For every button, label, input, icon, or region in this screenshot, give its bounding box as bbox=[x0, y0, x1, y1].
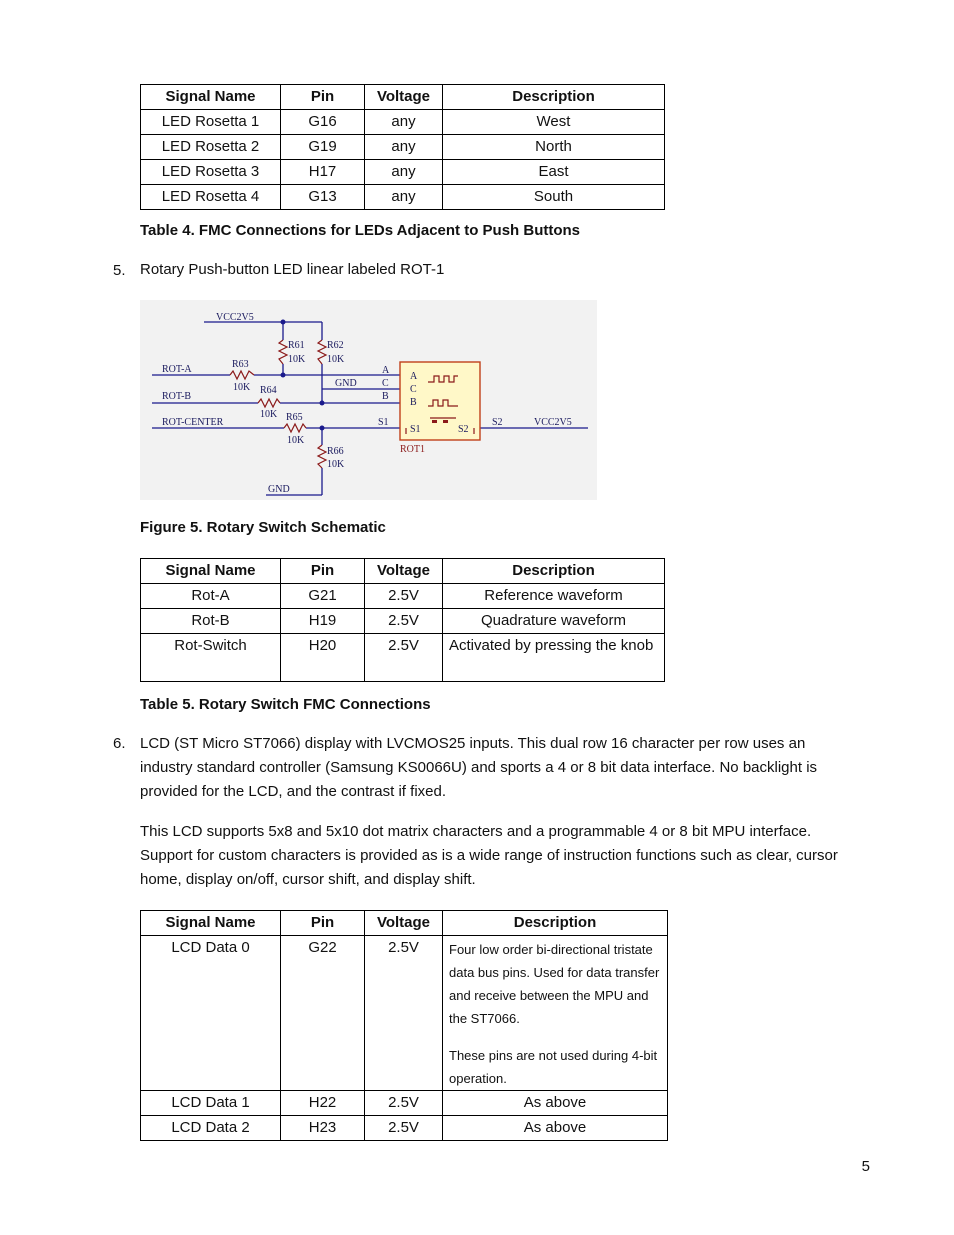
table-row bbox=[141, 609, 665, 634]
schem-label-r66: R66 bbox=[327, 446, 344, 457]
cell-pin: H20 bbox=[281, 634, 365, 682]
schem-label-r61-value: 10K bbox=[288, 354, 306, 365]
cell-pin: G22 bbox=[281, 936, 365, 1091]
table-row bbox=[141, 1116, 668, 1141]
cell-signal-name: LCD Data 0 bbox=[141, 936, 281, 1091]
schem-label-r65: R65 bbox=[286, 412, 303, 423]
cell-pin: H23 bbox=[281, 1116, 365, 1141]
list-number-6: 6. bbox=[113, 735, 126, 752]
cell-voltage: any bbox=[365, 135, 443, 160]
cell-description bbox=[443, 936, 668, 1091]
schem-label-s2: S2 bbox=[492, 417, 503, 428]
cell-description: West bbox=[443, 110, 665, 135]
cell-signal-name: Rot-A bbox=[141, 584, 281, 609]
schem-label-r61: R61 bbox=[288, 340, 305, 351]
cell-description: North bbox=[443, 135, 665, 160]
table-header-row bbox=[141, 911, 668, 936]
schem-label-vcc-top: VCC2V5 bbox=[216, 312, 254, 323]
schem-label-r64: R64 bbox=[260, 385, 277, 396]
cell-description: Activated by pressing the knob bbox=[443, 634, 665, 682]
schematic-drawing bbox=[140, 300, 597, 500]
schem-label-rot1: ROT1 bbox=[400, 444, 425, 455]
cell-signal-name: Rot-B bbox=[141, 609, 281, 634]
header-signal-name: Signal Name bbox=[141, 85, 281, 110]
header-voltage: Voltage bbox=[365, 559, 443, 584]
schem-label-chip-b: B bbox=[410, 397, 417, 408]
header-signal-name: Signal Name bbox=[141, 911, 281, 936]
cell-voltage: 2.5V bbox=[365, 609, 443, 634]
schem-label-r62-value: 10K bbox=[327, 354, 345, 365]
cell-pin: H22 bbox=[281, 1091, 365, 1116]
schem-label-chip-c: C bbox=[410, 384, 417, 395]
header-description: Description bbox=[443, 85, 665, 110]
cell-pin: G21 bbox=[281, 584, 365, 609]
header-voltage: Voltage bbox=[365, 85, 443, 110]
cell-pin: H17 bbox=[281, 160, 365, 185]
table-row bbox=[141, 135, 665, 160]
cell-pin: G16 bbox=[281, 110, 365, 135]
table-row bbox=[141, 110, 665, 135]
item-6-paragraph-2: This LCD supports 5x8 and 5x10 dot matrix characters and a programmable 4 or 8 bit MPU interface. Support for custom characters is provided as is a wide range of instruction functions such as clear, cursor home, display on/off, cursor shift, and display shift. bbox=[140, 823, 838, 888]
cell-voltage: 2.5V bbox=[365, 1116, 443, 1141]
cell-signal-name: LED Rosetta 1 bbox=[141, 110, 281, 135]
schem-label-pin-b: B bbox=[382, 391, 389, 402]
cell-pin: G19 bbox=[281, 135, 365, 160]
item-6-paragraph-1: LCD (ST Micro ST7066) display with LVCMOS25 inputs. This dual row 16 character per row uses an industry standard controller (Samsung KS0066U) and sports a 4 or 8 bit data interface. No backlight is provided for the LCD, and the contrast if fixed. bbox=[140, 735, 818, 800]
table-header-row bbox=[141, 85, 665, 110]
cell-voltage: any bbox=[365, 185, 443, 210]
cell-description: East bbox=[443, 160, 665, 185]
table-row bbox=[141, 1091, 668, 1116]
schem-label-r64-value: 10K bbox=[260, 409, 278, 420]
figure-5-caption: Figure 5. Rotary Switch Schematic bbox=[140, 519, 386, 536]
cell-description: As above bbox=[443, 1091, 668, 1116]
table-5-caption: Table 5. Rotary Switch FMC Connections bbox=[140, 696, 431, 713]
table-header-row bbox=[141, 559, 665, 584]
table-5 bbox=[140, 558, 665, 682]
list-number-5: 5. bbox=[113, 262, 126, 279]
header-signal-name: Signal Name bbox=[141, 559, 281, 584]
page-number: 5 bbox=[861, 1158, 870, 1175]
table-row bbox=[141, 160, 665, 185]
schem-label-chip-s2: S2 bbox=[458, 424, 469, 435]
schem-label-r63-value: 10K bbox=[233, 382, 251, 393]
header-voltage: Voltage bbox=[365, 911, 443, 936]
table-4 bbox=[140, 84, 665, 210]
table-4-caption: Table 4. FMC Connections for LEDs Adjacent to Push Buttons bbox=[140, 222, 581, 239]
header-description: Description bbox=[443, 559, 665, 584]
schem-label-gnd-mid: GND bbox=[335, 378, 357, 389]
schem-label-chip-s1: S1 bbox=[410, 424, 421, 435]
schem-label-pin-s1: S1 bbox=[378, 417, 389, 428]
cell-pin: G13 bbox=[281, 185, 365, 210]
schem-label-vcc-right: VCC2V5 bbox=[534, 417, 572, 428]
schem-label-pin-c: C bbox=[382, 378, 389, 389]
cell-voltage: any bbox=[365, 160, 443, 185]
rotary-switch-schematic bbox=[140, 300, 597, 500]
header-description: Description bbox=[443, 911, 668, 936]
header-pin: Pin bbox=[281, 85, 365, 110]
lcd-data-0-note: These pins are not used during 4-bit operation. bbox=[449, 1048, 658, 1086]
schem-label-r65-value: 10K bbox=[287, 435, 305, 446]
cell-description: Quadrature waveform bbox=[443, 609, 665, 634]
cell-signal-name: LED Rosetta 3 bbox=[141, 160, 281, 185]
header-pin: Pin bbox=[281, 559, 365, 584]
schem-label-r66-value: 10K bbox=[327, 459, 345, 470]
cell-signal-name: LCD Data 1 bbox=[141, 1091, 281, 1116]
schem-label-r62: R62 bbox=[327, 340, 344, 351]
lcd-data-0-description: Four low order bi-directional tristate data bus pins. Used for data transfer and receive between the MPU and the ST7066. bbox=[449, 942, 660, 1026]
table-row bbox=[141, 634, 665, 682]
table-row bbox=[141, 584, 665, 609]
schem-label-rot-a: ROT-A bbox=[162, 364, 192, 375]
cell-description: As above bbox=[443, 1116, 668, 1141]
schem-label-pin-a: A bbox=[382, 365, 390, 376]
header-pin: Pin bbox=[281, 911, 365, 936]
schem-label-r63: R63 bbox=[232, 359, 249, 370]
cell-voltage: any bbox=[365, 110, 443, 135]
cell-signal-name: LCD Data 2 bbox=[141, 1116, 281, 1141]
cell-voltage: 2.5V bbox=[365, 584, 443, 609]
cell-voltage: 2.5V bbox=[365, 936, 443, 1091]
table-row bbox=[141, 936, 668, 1091]
item-5-text: Rotary Push-button LED linear labeled ROT-1 bbox=[140, 261, 445, 278]
schem-label-gnd-bottom: GND bbox=[268, 484, 290, 495]
cell-voltage: 2.5V bbox=[365, 634, 443, 682]
table-row bbox=[141, 185, 665, 210]
schem-label-chip-a: A bbox=[410, 371, 418, 382]
schem-label-rot-center: ROT-CENTER bbox=[162, 417, 224, 428]
schem-label-rot-b: ROT-B bbox=[162, 391, 192, 402]
cell-description: Reference waveform bbox=[443, 584, 665, 609]
cell-signal-name: LED Rosetta 4 bbox=[141, 185, 281, 210]
cell-voltage: 2.5V bbox=[365, 1091, 443, 1116]
cell-pin: H19 bbox=[281, 609, 365, 634]
cell-description: South bbox=[443, 185, 665, 210]
cell-signal-name: LED Rosetta 2 bbox=[141, 135, 281, 160]
cell-signal-name: Rot-Switch bbox=[141, 634, 281, 682]
table-lcd bbox=[140, 910, 668, 1141]
